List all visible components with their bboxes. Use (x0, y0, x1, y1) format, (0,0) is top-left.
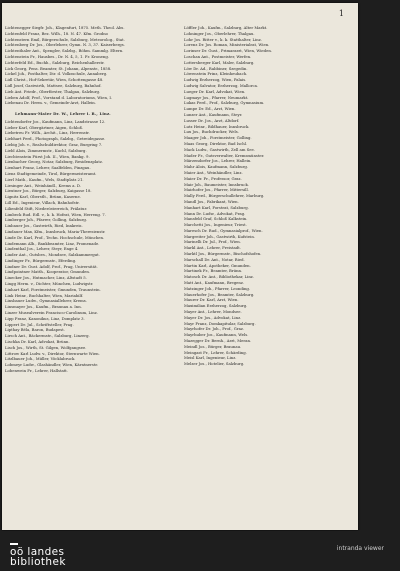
directory-entry: Lienz Stadtgemeinde, Tirol, Bürgermeisteramt. (5, 170, 97, 176)
directory-entry: Lichtenthaler Ant., Spengler, Salzbg., Böhm. Sammlg. Eltern. (5, 48, 124, 54)
directory-entry: Martinek Fr., Beamter, Brünn. (184, 268, 243, 274)
directory-entry: Melzer Jos., Hotelier, Salzburg. (184, 361, 245, 367)
directory-entry: Lohninger Jos., Oberlehrer, Thalgau. (184, 30, 255, 36)
directory-entry: Mair Joh., Baumeister, Innsbruck. (184, 181, 250, 187)
directory-entry: Lienhart Franz, Lehrer, Saalfelden, Pinzgau. (5, 165, 91, 171)
section-heading: Lehmann-Maier Dr. W., Lehrer i. R., Linz. (15, 110, 111, 116)
document-page (2, 3, 358, 530)
directory-entry: Lick Georg, Pens. Beamter, St. Johann, Alpenstr., 1858. (5, 65, 112, 71)
directory-entry: Mansfeld Graf, Schloß Kalkstein. (184, 216, 248, 222)
directory-entry: Lichtenberg Dr. Jos., Oberlehrer, Gymn. N. 3, 37. Kaiserbergs. (5, 42, 125, 48)
directory-entry: Mayr Franz, Domkapitular, Salzburg. (184, 320, 256, 326)
directory-entry: Linsbauer Ludw., Gymnasiallehrer, Krems. (5, 298, 87, 304)
directory-entry: Linbauer Jos., Gastwirth, Ried, Innkreis. (5, 223, 83, 229)
directory-entry: Lipp Franz, Kanonikus, Linz, Domplatz 3. (5, 315, 85, 321)
directory-entry: Lusser Dr. Jos., Arzt, Altdorf. (184, 117, 240, 123)
directory-entry: Marktl Jos., Bürgermstr., Bischofshofen. (184, 251, 262, 257)
directory-entry: Lobmeyr Ludw., Glashändler, Wien, Kärntnerstr. (5, 362, 99, 368)
viewer-footer (0, 531, 400, 571)
directory-entry: Meingast Fr., Lehrer, Schärding. (184, 349, 247, 355)
directory-entry: Lux Jos., Buchdrucker, Wels. (184, 129, 239, 135)
directory-entry: Martin Karl, Apotheker, Gmunden. (184, 262, 251, 268)
directory-entry: Märzendorfer Jos., Lehrer, Hallein. (184, 158, 252, 164)
directory-entry: Maximilian Erzherzog, Salzburg. (184, 303, 248, 309)
directory-entry: Mairhofer Jos., Pfarrer, Mittersill. (184, 187, 249, 193)
directory-entry: Meisl Karl, Ingenieur, Linz. (184, 355, 237, 361)
directory-entry: Maurer Dr. Karl, Arzt, Wien. (184, 297, 239, 303)
directory-entry: Lischka Dr. Karl, Advokat, Brünn. (5, 339, 70, 345)
directory-entry: Lottersberger Karl, Maler, Salzburg. (184, 59, 255, 65)
directory-entry: Lisch Jos., Wirth, St. Gilgen, Wolfgangsee. (5, 344, 87, 350)
directory-entry: Margreiter Joh., Gastwirth, Kufstein. (184, 233, 255, 239)
directory-entry: Lichtenegger Siegfr. Joh., Klagenfurt, 1875. Meth. Theol. Abs. (5, 25, 125, 30)
left-column (5, 25, 175, 374)
directory-entry: Lindinger Fr., Bürgermstr., Eferding. (5, 257, 77, 263)
directory-entry: Lieben Adolf, Prof., Vorstand d. Laboratoriums, Wien, I. (5, 94, 113, 100)
logo-bar-icon (10, 543, 18, 545)
directory-entry: Mann Dr. Ludw., Advokat, Prag. (184, 210, 246, 216)
directory-entry: Liechtenstein Fürst Joh. II., Wien, Bankg. 9. (5, 153, 90, 159)
directory-entry: Maresch Dr. Rud., Gymnasialprof., Wien. (184, 227, 263, 233)
directory-entry: Matzinger Joh., Pfarrer, Leonding. (184, 285, 251, 291)
logo-text-line2: bibliothek (10, 556, 66, 568)
directory-entry: Lieber Karl, Obergärtner, Aigen, Schloß. (5, 124, 84, 130)
directory-entry: Lidl Josef, Gastwirth, Mattsee, Salzburg, Bahnhof. (5, 82, 102, 88)
directory-entry: Lill Ed., Ingenieur, Villach, Bahnhofstr. (5, 199, 80, 205)
directory-entry: Lichtenfeld Franz, Bez. Wilh., 18. N. 47. Kfm. Grodno (5, 30, 108, 36)
directory-entry: Liebetreu Fr. Wilh., Archit., Linz, Herrenstr. (5, 130, 90, 136)
directory-entry: Lickel Joh., Posthalter, Dir. d. Volksschule, Annaberg. (5, 71, 108, 77)
directory-entry: Manhart Karl, Forstrat, Salzburg. (184, 204, 249, 210)
directory-entry: Ludwig Erzherzog, Wien, Palais. (184, 77, 247, 83)
directory-entry: Mazegger Dr. Bernh., Arzt, Meran. (184, 338, 252, 344)
directory-entry: Mayer Ant., Lehrer, Mondsee. (184, 309, 242, 315)
directory-entry: Liebhart Ferd., Photograph, Salzbg., Getreidegasse. (5, 136, 106, 142)
directory-entry: Lilienfeld Stift, Niederösterreich, Prälatur. (5, 205, 88, 211)
directory-entry: Marchetti Jos., Ingenieur, Triest. (184, 222, 247, 228)
directory-entry: Lohr Jos. Ritter v., k. k. Statthalter, Linz. (184, 36, 262, 42)
directory-entry: Lichtendorfer Jos., Kaufmann, Linz, Landstrasse 12. (5, 118, 106, 124)
directory-entry: Lindpointner Matth., Kooperator, Gmunden. (5, 269, 91, 275)
directory-entry: Lindauer Max, Kfm., Innsbruck, Maria-Theresienstr. (5, 228, 106, 234)
directory-entry: Lieutner Jos., Bürger, Salzburg, Kaigasse 18. (5, 188, 92, 194)
directory-entry: Lindenthal Jos., Lehrer, Steyr, Enge 4. (5, 246, 79, 252)
directory-entry: Mandl Jos., Fabrikant, Wien. (184, 198, 239, 204)
library-logo[interactable] (10, 543, 66, 567)
directory-entry: Mayer Dr. Jos., Advokat, Linz. (184, 314, 242, 320)
directory-entry: Lutz Heinr., Bildhauer, Innsbruck. (184, 123, 250, 129)
directory-entry: Ludwig Salvator, Erzherzog, Mallorca. (184, 82, 259, 88)
directory-entry: Liebenau Dr. Herm. v., Gemeinde-Arzt, Hallein. (5, 100, 96, 106)
directory-entry: Linhart Karl, Forstmeister, Gmunden, Traunstein. (5, 286, 101, 292)
directory-entry: Lorinser Dr. Gust., Primararzt, Wien, Wieden. (184, 48, 272, 54)
directory-entry: Lindner Dr. Gust. Adolf, Prof., Prag, Universität. (5, 263, 98, 269)
directory-entry: Liebig Joh. v., Realschuldirektor, Graz, Burgring 7. (5, 141, 103, 147)
directory-entry: Maier Dr. Fr., Professor, Graz. (184, 175, 242, 181)
directory-entry: Maas Georg, Direktor, Bad Ischl. (184, 140, 248, 146)
directory-entry: Mack Ludw., Gastwirth, Zell am See. (184, 146, 255, 152)
directory-entry: Linde Dr. Karl, Prof., Techn. Hochschule, München. (5, 234, 105, 240)
directory-entry: Lipthay Béla, Baron, Budapest. (5, 327, 65, 333)
directory-entry: Linder Ant., Gutsbes., Mondsee, Salzkammergut. (5, 252, 100, 258)
directory-entry: Liebl Alois, Zimmermstr., Kuchl, Salzburg. (5, 147, 87, 153)
directory-entry: Litzlbauer Joh., Müller, Vöcklabruck. (5, 356, 76, 362)
directory-entry: Lingg Herm. v., Dichter, München, Ludwigstr. (5, 281, 94, 287)
directory-entry: Lienbacher Georg, Notar, Salzburg, Residenzplatz. (5, 159, 104, 165)
directory-entry: Mayrhofer Dr. Joh., Prof., Graz. (184, 326, 245, 332)
directory-entry: Liesinger Ant., Weinhändl., Krems a. D. (5, 182, 81, 188)
directory-entry: Link Heinr., Buchhalter, Wien, Mariahilf. (5, 292, 84, 298)
directory-entry: Löffler Joh., Kaufm., Salzburg, Alter Markt. (184, 25, 268, 30)
directory-entry: Löw Dr. Ad., Rabbiner, Szegedin. (184, 65, 248, 71)
directory-entry: Linsmayer Jos., Kaufm., Braunau a. Inn. (5, 304, 82, 310)
directory-entry: Maier Ant., Weinhändler, Linz. (184, 169, 243, 175)
directory-entry: Linzer Musealverein Francisco-Carolinum, Linz. (5, 310, 98, 316)
directory-entry: Lierl Math., Kaufm., Wels, Stadtplatz 21. (5, 176, 84, 182)
directory-entry: Mader Fr., Gutsverwalter, Kremsmünster. (184, 152, 265, 158)
logo-text-line1: oö landes (10, 546, 65, 558)
directory-entry: Mahr Alois, Kaufmann, Salzburg. (184, 164, 248, 170)
directory-entry: Lugmayr Jos., Pfarrer, Neumarkt. (184, 94, 249, 100)
directory-entry: Löwenstein Prinz, Kleinheubach. (184, 71, 248, 77)
directory-entry: Mayrhuber Jos., Kaufmann, Wels. (184, 332, 249, 338)
directory-entry: Lieb Ant. Friedr., Oberförster, Thalgau, Salzburg. (5, 88, 101, 94)
directory-entry: Littrow Karl Ludw. v., Direktor, Sternwarte Wien. (5, 350, 100, 356)
directory-entry: Meindl Jos., Bürger, Braunau. (184, 343, 242, 349)
directory-entry: Lunzer Ant., Kaufmann, Steyr. (184, 111, 243, 117)
directory-entry: Lippert Dr. Jul., Schriftsteller, Prag. (5, 321, 74, 327)
directory-entry: Lichterfeld Ed., Buchh., Salzburg, Reichenhallerstr. (5, 59, 105, 65)
directory-entry: Lorenz Dr. Jos. Roman, Ministerialrat, Wien. (184, 42, 270, 48)
directory-entry: Marschall Dr. Ant., Notar, Ried. (184, 256, 245, 262)
directory-entry: Linecker Jos., Hutmacher, Linz, Altstadt 5. (5, 275, 87, 281)
directory-entry: Lindemann Alb., Bankbeamter, Linz, Promenade. (5, 240, 100, 246)
directory-entry: Matt Ant., Kaufmann, Bregenz. (184, 280, 245, 286)
directory-entry: Lukas Ferd., Prof., Salzburg, Gymnasium. (184, 100, 265, 106)
directory-entry: Lichtenstein Fr., Hausbes., Dr. N. 4, 5, 1. Fr. Kroneng. (5, 53, 109, 59)
directory-entry: Maager Joh., Forstmeister, Golling. (184, 135, 252, 141)
directory-entry: Limbeck Rud. Edl. v., k. k. Hofrat, Wien, Herreng. 7. (5, 211, 106, 217)
directory-entry: Loschan Ant., Postmeister, Werfen. (184, 53, 252, 59)
directory-entry: Marinelli Dr. Jul., Prof., Wien. (184, 239, 241, 245)
directory-entry: Lobenwein Fr., Lehrer, Hallstatt. (5, 368, 69, 374)
page-number: 1 (338, 9, 344, 18)
directory-entry: Lidl Christ., Hof-Sekretär, Wien, Schottengasse 48. (5, 77, 104, 83)
directory-entry: Lumpe Dr. Ed., Arzt, Wien. (184, 106, 236, 112)
directory-entry: Mauerhofer Jos., Beamter, Salzburg. (184, 291, 255, 297)
right-column (184, 25, 354, 367)
directory-entry: Matosch Dr. Ant., Bibliothekar, Linz. (184, 274, 255, 280)
directory-entry: Lichtenstern Emil, Bürgerschule, Salzburg, Meteorolog., Stat. (5, 36, 125, 42)
directory-entry: Lignitz Karl, Oberstlt., Brünn, Kaserne. (5, 194, 81, 200)
directory-entry: Markl Ant., Lehrer, Freistadt. (184, 245, 241, 251)
directory-entry: Lueger Dr. Karl, Advokat, Wien. (184, 88, 246, 94)
directory-entry: Lirsch Ant., Bäckermstr., Salzburg, Linzerg. (5, 333, 90, 339)
directory-entry: Limberger Joh., Pfarrer, Golling, Salzburg. (5, 217, 87, 223)
viewer-label[interactable]: intranda viewer (336, 545, 384, 552)
directory-entry: Mally Ferd., Bürgerschullehrer, Marburg. (184, 193, 265, 199)
